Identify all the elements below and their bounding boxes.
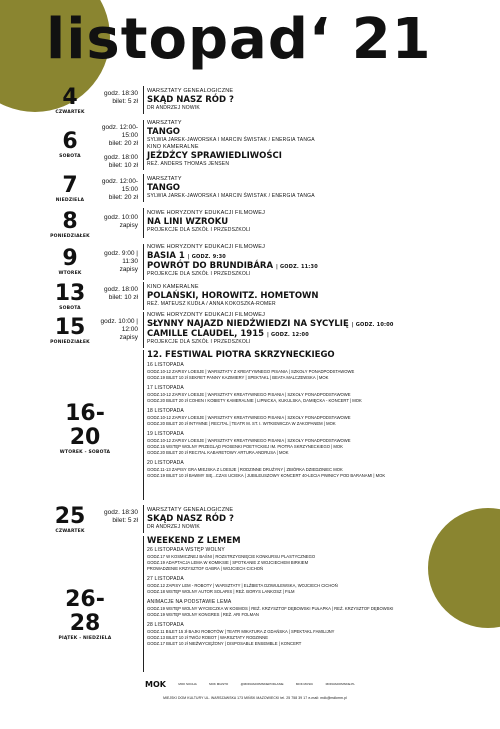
event-category: KINO KAMERALNE: [147, 144, 199, 150]
event-title: BASIA 1 | GODZ. 9:30: [147, 251, 226, 261]
event-title: SŁYNNY NAJAZD NIEDŹWIEDZI NA SYCYLIĘ | GODZ. 10:00: [147, 319, 394, 329]
times: [90, 90, 138, 106]
event-title: POLAŃSKI, HOROWITZ. HOMETOWN: [147, 291, 319, 301]
times: [90, 178, 138, 202]
festival-day: 19 LISTOPADA GODZ.10-12 ZAPISY LOESJE | WARSZTATY KREATYWNEGO PISANIA | SZKOŁY PONADPODSTAWOWE GODZ.15 WSTĘP WOLNY PRZEGLĄD PIOSENKI POETYCKIEJ IM. PIOTRA SKRZYNECKIEGO | MOK GODZ.20 BILET 20 zł RECITAL KABARETOWY ARTURA ANDRUSA | MOK: [147, 431, 351, 455]
festival-day: 17 LISTOPADA GODZ.10-12 ZAPISY LOESJE | WARSZTATY KREATYWNEGO PISANIA | SZKOŁY PONADPODSTAWOWE GODZ.20 BILET 20 zł COHEN I KOBIETY KAMERALNIE | LIPNICKA, KUKULSKA, DAMIĘCKA - KONCERT | MOK: [147, 385, 362, 403]
event-title: JEŹDŹCY SPRAWIEDLIWOŚCI: [147, 151, 282, 161]
event-category: NOWE HORYZONTY EDUKACJI FILMOWEJ: [147, 312, 266, 318]
event-info: [147, 507, 492, 531]
day-block: [50, 316, 90, 346]
day-block: [52, 402, 118, 456]
event-subtitle: DR ANDRZEJ NOWIK: [147, 524, 200, 530]
day-number: 7: [62, 173, 78, 198]
times: [90, 124, 138, 170]
weekend-day: 27 LISTOPADA GODZ.12 ZAPISY LEM - ROBOTY | WARSZTATY | ELŻBIETA DZIWULEWSKA, WOJCIECH CICHOŃ GODZ.18 WSTĘP WOLNY AUTOR SOLARIS | REŻ. BORYS LANKOSZ | FILM: [147, 576, 338, 594]
event-row-25: [0, 505, 500, 535]
day-number: 16-20: [65, 401, 105, 450]
divider-line: [143, 282, 144, 310]
event-subtitle: SYLWIA JAREK-JAWORSKA I MARCIN ŚWISTAK / ENERGIA TANGA: [147, 193, 315, 199]
price: zapisy: [119, 266, 138, 273]
divider-line: [143, 208, 144, 238]
time: godz. 10:00 | 12:00: [100, 318, 138, 333]
event-category: WARSZTATY: [147, 120, 182, 126]
event-row-4: [0, 86, 500, 116]
time: godz. 18:30: [104, 90, 138, 97]
weekday: PIĄTEK - NIEDZIELA: [58, 636, 112, 641]
weekday: CZWARTEK: [55, 529, 85, 534]
day-block: [50, 86, 90, 116]
day-number: 25: [54, 504, 86, 529]
day-number: 4: [62, 85, 78, 110]
event-subtitle: REŻ. MATEUSZ KUDŁA / ANNA KOKOSZKA-ROMER: [147, 301, 276, 307]
time: godz. 10:00: [104, 214, 138, 221]
page-title: listopad‘ 21: [46, 7, 432, 72]
weekend-info: [147, 536, 492, 647]
day-block: [50, 247, 90, 277]
event-info: [147, 120, 492, 168]
time: godz. 9:00 | 11:30: [104, 250, 138, 265]
price: bilet: 10 zł: [108, 294, 138, 301]
time: godz. 12:00-15:00: [101, 124, 138, 139]
event-title: CAMILLE CLAUDEL, 1915 | GODZ. 12:00: [147, 329, 309, 339]
footer-logo: MOK MIASTO: [209, 682, 229, 686]
event-info: [147, 88, 492, 112]
weekend-day: ANIMACJE NA PODSTAWIE LEMA GODZ.19 WSTĘP WOLNY WYCIECZKA W KOSMOS | REŻ. KRZYSZTOF DĘBOWSKI PUŁAPKA | REŻ. KRZYSZTOF DĘBOWSKI GODZ.19 WSTĘP WOLNY KONGRES | REŻ. ARI FOLMAN: [147, 599, 394, 617]
footer-address: MIEJSKI DOM KULTURY UL. WARSZAWSKA 173 MIŃSK MAZOWIECKI tel. 25 758 39 17 e-mail: mdk@mdkmm.pl: [163, 696, 347, 700]
day-number: 13: [54, 281, 86, 306]
times: [90, 250, 138, 274]
weekday: CZWARTEK: [55, 110, 85, 115]
price: bilet: 5 zł: [112, 517, 138, 524]
day-block: [50, 130, 90, 160]
weekday: SOBOTA: [59, 154, 81, 159]
event-row-7: [0, 174, 500, 204]
event-time-note: | GODZ. 11:30: [276, 264, 318, 270]
footer-logo: MOKRADOMSKIE.PL: [325, 682, 355, 686]
day-block: [52, 588, 118, 642]
event-row-9: [0, 244, 500, 280]
event-info: [147, 244, 492, 278]
price: bilet: 20 zł: [108, 140, 138, 147]
price: zapisy: [119, 334, 138, 341]
mok-logo: MOK: [145, 679, 166, 689]
event-title: SKĄD NASZ RÓD ?: [147, 514, 234, 524]
event-row-15: [0, 312, 500, 348]
event-title: SKĄD NASZ RÓD ?: [147, 95, 234, 105]
price: bilet: 10 zł: [108, 162, 138, 169]
event-row-6: [0, 120, 500, 168]
time: godz. 18:30: [104, 509, 138, 516]
price: bilet: 5 zł: [112, 98, 138, 105]
time: godz. 18:00: [104, 154, 138, 161]
day-block: [50, 210, 90, 240]
event-category: NOWE HORYZONTY EDUKACJI FILMOWEJ: [147, 210, 266, 216]
footer-logo: MOK SOCHA: [178, 682, 197, 686]
divider-line: [143, 174, 144, 202]
time: godz. 18:00: [104, 286, 138, 293]
divider-line: [143, 350, 144, 500]
event-info: [147, 284, 492, 308]
event-row-13: [0, 282, 500, 312]
day-block: [50, 505, 90, 535]
footer-logos: [145, 678, 355, 690]
weekend-day: 28 LISTOPADA GODZ.11 BILET 15 zł BAJKI ROBOTÓW | TEATR MIKATURA Z GDAŃSKA | SPEKTAKL FAMILIJNY GODZ.13 BILET 10 zł TWÓJ ROBOT | WARSZTATY RODZINNE GODZ.17 BILET 10 zł NIEŻWYCIĘŻONY | DISPOSABLE ENSEMBLE | KONCERT: [147, 622, 335, 646]
festival-day: 18 LISTOPADA GODZ.10-12 ZAPISY LOESJE | WARSZTATY KREATYWNEGO PISANIA | SZKOŁY PONADPODSTAWOWE GODZ.20 BILET 20 zł INTYMNE | RECITAL | TEATR M. ST. I. WITKIEWICZA W ZAKOPANEM | MOK: [147, 408, 351, 426]
event-row-8: [0, 208, 500, 240]
event-subtitle: DR ANDRZEJ NOWIK: [147, 105, 200, 111]
day-number: 15: [54, 315, 86, 340]
divider-line: [143, 505, 144, 533]
weekend-block: [0, 536, 500, 674]
time: godz. 12:00-15:00: [101, 178, 138, 193]
event-subtitle: PROJEKCJE DLA SZKÓŁ I PRZEDSZKOLI: [147, 339, 251, 345]
event-subtitle: SYLWIA JAREK-JAWORSKA I MARCIN ŚWISTAK / ENERGIA TANGA: [147, 137, 315, 143]
event-subtitle: PROJEKCJE DLA SZKÓŁ I PRZEDSZKOLI: [147, 227, 251, 233]
event-title: TANGO: [147, 127, 181, 137]
weekday: WTOREK: [58, 271, 82, 276]
footer-logo: @MOKRADOMSKIEPODLASIE: [240, 682, 284, 686]
weekend-day: 26 LISTOPADA WSTĘP WOLNY GODZ.17 W KOSMICZNEJ BAŚNI | ROZSTRZYGNIĘCIE KONKURSU PLASTYCZNEGO GODZ.19 ADAPTACJA LEMA W KOMIKSIE | SPOTKANIE Z WOJCIECHEM BIRKIEM PROWADZENIE KRZYSZTOF GABRA | WOJCIECH CICHOŃ: [147, 547, 316, 571]
weekday: NIEDZIELA: [55, 198, 85, 203]
event-subtitle: REŻ. ANDERS THOMAS JENSEN: [147, 161, 230, 167]
divider-line: [143, 86, 144, 114]
event-time-note: | GODZ. 9:30: [187, 254, 226, 260]
divider-line: [143, 120, 144, 170]
weekend-title: WEEKEND Z LEMEM: [147, 536, 241, 546]
day-number: 8: [62, 209, 78, 234]
event-category: WARSZTATY GENEALOGICZNE: [147, 88, 234, 94]
festival-day: 20 LISTOPADA GODZ.11-13 ZAPISY GRA MIEJSKA Z LOESJE | RODZINNE DRUŻYNY | ZBIÓRKA DZIEDZINIEC MOK GODZ.19 BILET 10 zł BAWMY SIĘ...CZAS UCIEKA | JUBILEUSZOWY KONCERT 40-LECIA PIWNICY POD BARANAMI | MOK: [147, 460, 386, 478]
price: zapisy: [119, 222, 138, 229]
event-title: TANGO: [147, 183, 181, 193]
event-time-note: | GODZ. 10:00: [351, 322, 394, 328]
event-title: POWRÓT DO BRUNDIBÁRA | GODZ. 11:30: [147, 261, 318, 271]
footer-logo: MOK MUSIC: [295, 682, 314, 686]
festival-block: [0, 350, 500, 500]
weekday: PONIEDZIAŁEK: [50, 234, 90, 239]
festival-title: 12. FESTIWAL PIOTRA SKRZYNECKIEGO: [147, 350, 335, 360]
divider-line: [143, 536, 144, 672]
day-block: [50, 282, 90, 312]
event-info: [147, 312, 492, 346]
day-block: [50, 174, 90, 204]
price: bilet: 20 zł: [108, 194, 138, 201]
day-number: 26-28: [65, 587, 105, 636]
day-number: 9: [62, 246, 78, 271]
times: [90, 509, 138, 525]
event-time-note: | GODZ. 12:00: [267, 332, 309, 338]
times: [90, 214, 138, 230]
weekday: WTOREK - SOBOTA: [59, 450, 111, 455]
event-category: WARSZTATY GENEALOGICZNE: [147, 507, 234, 513]
event-category: WARSZTATY: [147, 176, 182, 182]
day-number: 6: [62, 129, 78, 154]
event-title: NA LINI WZROKU: [147, 217, 229, 227]
event-category: NOWE HORYZONTY EDUKACJI FILMOWEJ: [147, 244, 266, 250]
event-info: [147, 176, 492, 200]
festival-day: 16 LISTOPADA GODZ.10-12 ZAPISY LOESJE | WARSZTATY Z KREATYWNEGO PISANIA | SZKOŁY PONADPODSTAWOWE GODZ.19 BILET 10 zł SEKRET PANNY KAZIMIERY | SPEKTAKL | BEATA MALCZEWSKA | MOK: [147, 362, 355, 380]
divider-line: [143, 312, 144, 348]
event-category: KINO KAMERALNE: [147, 284, 199, 290]
festival-info: [147, 350, 492, 479]
times: [90, 318, 138, 342]
weekday: SOBOTA: [59, 306, 81, 311]
event-subtitle: PROJEKCJE DLA SZKÓŁ I PRZEDSZKOLI: [147, 271, 251, 277]
times: [90, 286, 138, 302]
divider-line: [143, 244, 144, 280]
weekday: PONIEDZIAŁEK: [50, 340, 90, 345]
event-info: [147, 210, 492, 234]
